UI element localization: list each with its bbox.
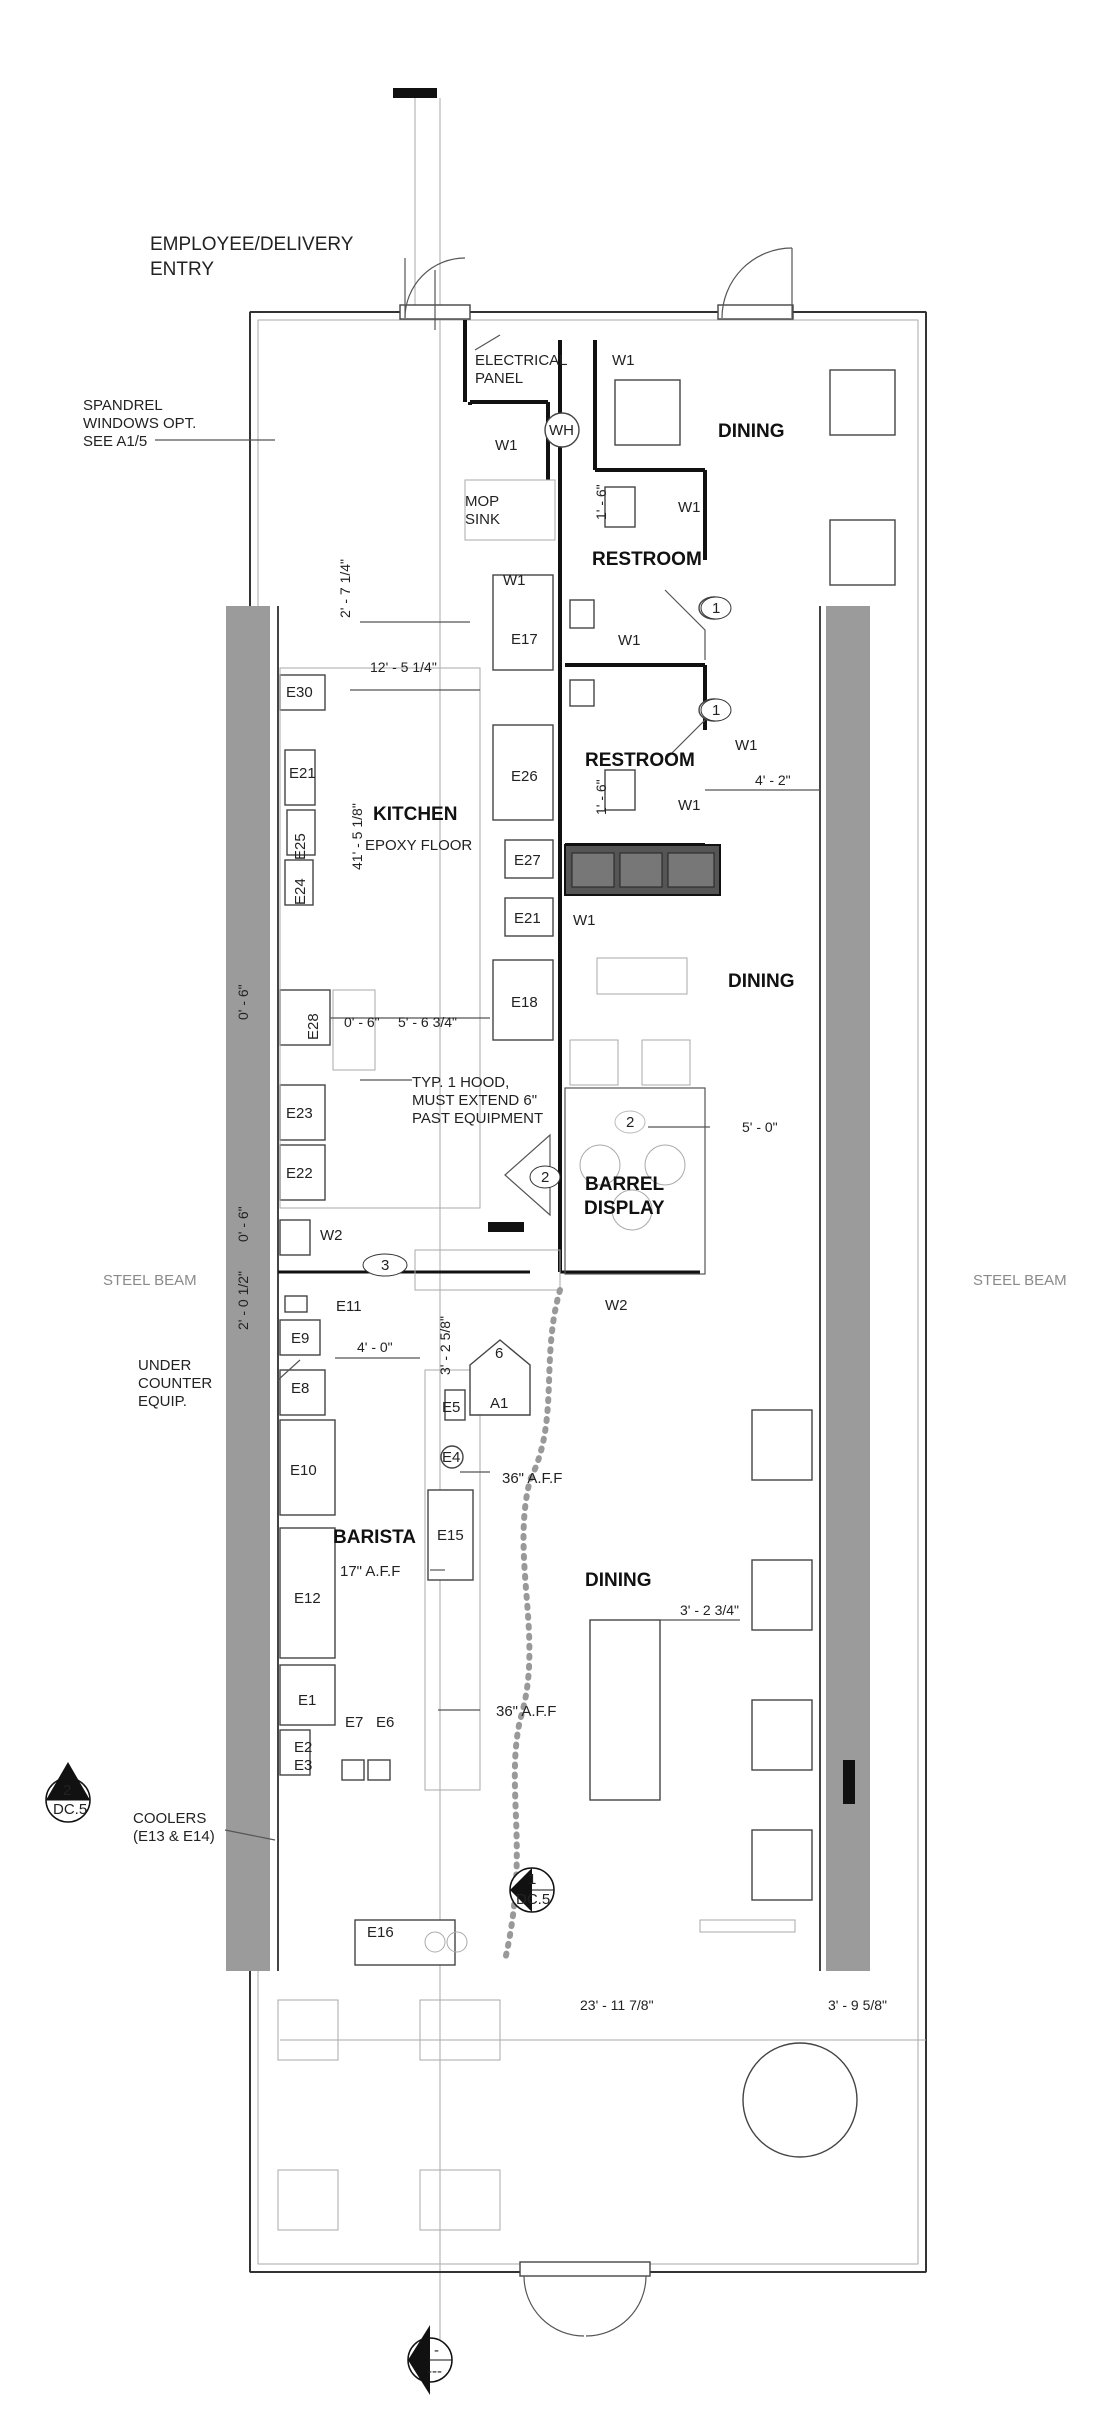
mop-sink-2: SINK bbox=[465, 511, 501, 528]
tag-w1-g: W1 bbox=[678, 797, 701, 814]
epoxy-floor-note: EPOXY FLOOR bbox=[365, 837, 473, 854]
front-entry-door-top bbox=[718, 248, 793, 319]
room-restroom-2: RESTROOM bbox=[585, 750, 695, 771]
spandrel-note-1: SPANDREL bbox=[83, 397, 163, 414]
tag-wh: WH bbox=[549, 422, 574, 439]
door-tag-2b: 2 bbox=[626, 1114, 635, 1131]
aff-36-note-b: 36" A.F.F bbox=[496, 1703, 557, 1720]
under-counter-1: UNDER bbox=[138, 1357, 192, 1374]
room-dining-top: DINING bbox=[718, 421, 785, 442]
tag-e15: E15 bbox=[437, 1527, 464, 1544]
dim-4-2: 4' - 2" bbox=[755, 772, 791, 788]
section-mid-num: 1 bbox=[528, 1871, 537, 1888]
entry-label-line2: ENTRY bbox=[150, 259, 215, 280]
under-counter-2: COUNTER bbox=[138, 1375, 213, 1392]
section-left-num: 2 bbox=[63, 1782, 72, 1799]
kitchen-equipment bbox=[280, 575, 553, 1255]
dim-0-6-c: 0' - 6" bbox=[344, 1014, 380, 1030]
tag-w1-d: W1 bbox=[503, 572, 526, 589]
dim-1-6-a: 1' - 6" bbox=[593, 484, 609, 520]
door-tag-1b: 1 bbox=[712, 702, 721, 719]
dim-5-0: 5' - 0" bbox=[742, 1119, 778, 1135]
tag-e23: E23 bbox=[286, 1105, 313, 1122]
tag-w2-b: W2 bbox=[605, 1297, 628, 1314]
door-tag-1a: 1 bbox=[712, 600, 721, 617]
dim-23-11: 23' - 11 7/8" bbox=[580, 1997, 654, 2013]
dim-0-6-a: 0' - 6" bbox=[235, 984, 251, 1020]
tag-e24: E24 bbox=[292, 878, 309, 905]
tag-e5: E5 bbox=[442, 1399, 461, 1416]
section-bottom-num: - bbox=[434, 2342, 439, 2359]
tag-e17: E17 bbox=[511, 631, 538, 648]
dim-4-0: 4' - 0" bbox=[357, 1339, 393, 1355]
dim-3-2-34: 3' - 2 3/4" bbox=[680, 1602, 740, 1618]
tag-e12: E12 bbox=[294, 1590, 321, 1607]
tag-e2: E2 bbox=[294, 1739, 313, 1756]
tag-e9: E9 bbox=[291, 1330, 310, 1347]
room-dining-mid: DINING bbox=[728, 971, 795, 992]
steel-beam-right-label: STEEL BEAM bbox=[973, 1272, 1067, 1289]
tag-e26: E26 bbox=[511, 768, 538, 785]
under-counter-3: EQUIP. bbox=[138, 1393, 187, 1410]
dim-2-7: 2' - 7 1/4" bbox=[337, 558, 353, 618]
tag-w1-c: W1 bbox=[678, 499, 701, 516]
tag-e6: E6 bbox=[376, 1714, 395, 1731]
tag-w1-h: W1 bbox=[573, 912, 596, 929]
entry-label-line1: EMPLOYEE/DELIVERY bbox=[150, 234, 354, 255]
tag-e28: E28 bbox=[305, 1013, 322, 1040]
tag-w2-a: W2 bbox=[320, 1227, 343, 1244]
tag-e25: E25 bbox=[292, 833, 309, 860]
tag-e16: E16 bbox=[367, 1924, 394, 1941]
room-kitchen: KITCHEN bbox=[373, 804, 458, 825]
tag-w1-e: W1 bbox=[618, 632, 641, 649]
banquette-seating bbox=[565, 845, 720, 895]
electrical-panel-1: ELECTRICAL bbox=[475, 352, 568, 369]
tag-e11: E11 bbox=[336, 1298, 362, 1315]
room-barrel-display-2: DISPLAY bbox=[584, 1198, 665, 1219]
section-left-ref: DC.5 bbox=[53, 1801, 88, 1818]
tag-a1: A1 bbox=[490, 1395, 509, 1412]
front-entry-door-bottom bbox=[520, 2262, 650, 2336]
tag-6: 6 bbox=[495, 1345, 504, 1362]
coolers-1: COOLERS bbox=[133, 1810, 207, 1827]
hood-note-3: PAST EQUIPMENT bbox=[412, 1110, 544, 1127]
tag-e21-a: E21 bbox=[289, 765, 316, 782]
tag-w1-f: W1 bbox=[735, 737, 758, 754]
tag-e1: E1 bbox=[298, 1692, 317, 1709]
barrel-display-enclosure bbox=[505, 1040, 705, 1274]
room-barista: BARISTA bbox=[333, 1527, 417, 1548]
employee-entry-door bbox=[400, 258, 470, 330]
tag-w1-a: W1 bbox=[612, 352, 635, 369]
section-bottom-ref: --- bbox=[427, 2363, 442, 2380]
column-mark bbox=[843, 1760, 855, 1804]
hood-note-2: MUST EXTEND 6" bbox=[412, 1092, 538, 1109]
top-marker bbox=[393, 88, 437, 98]
door-tag-2a: 2 bbox=[541, 1169, 550, 1186]
tag-e8: E8 bbox=[291, 1380, 310, 1397]
room-barrel-display-1: BARREL bbox=[585, 1174, 665, 1195]
hood-note-1: TYP. 1 HOOD, bbox=[412, 1074, 510, 1091]
tag-e4: E4 bbox=[442, 1449, 461, 1466]
dim-41-5: 41' - 5 1/8" bbox=[349, 803, 365, 870]
aff-36-note-a: 36" A.F.F bbox=[502, 1470, 563, 1487]
door-tag-3: 3 bbox=[381, 1257, 390, 1274]
tag-e22: E22 bbox=[286, 1165, 313, 1182]
tag-e18: E18 bbox=[511, 994, 538, 1011]
tag-e30: E30 bbox=[286, 684, 313, 701]
tag-e27: E27 bbox=[514, 852, 541, 869]
steel-beam-left-label: STEEL BEAM bbox=[103, 1272, 197, 1289]
dim-12-5: 12' - 5 1/4" bbox=[370, 659, 437, 675]
section-mid-ref: DC.5 bbox=[516, 1891, 551, 1908]
dim-2-0: 2' - 0 1/2" bbox=[235, 1270, 251, 1330]
room-dining-low: DINING bbox=[585, 1570, 652, 1591]
aff-17-note: 17" A.F.F bbox=[340, 1563, 401, 1580]
tag-e10: E10 bbox=[290, 1462, 317, 1479]
tag-e21-b: E21 bbox=[514, 910, 541, 927]
dim-3-2-58: 3' - 2 5/8" bbox=[437, 1315, 453, 1375]
tag-w1-b: W1 bbox=[495, 437, 518, 454]
dining-bench bbox=[597, 958, 687, 994]
dim-1-6-b: 1' - 6" bbox=[593, 779, 609, 815]
mop-sink-1: MOP bbox=[465, 493, 500, 510]
room-restroom-1: RESTROOM bbox=[592, 549, 702, 570]
tag-e3: E3 bbox=[294, 1757, 313, 1774]
electrical-panel-2: PANEL bbox=[475, 370, 524, 387]
coolers-2: (E13 & E14) bbox=[133, 1828, 215, 1845]
dim-0-6-b: 0' - 6" bbox=[235, 1206, 251, 1242]
spandrel-note-3: SEE A1/5 bbox=[83, 433, 148, 450]
dim-3-9: 3' - 9 5/8" bbox=[828, 1997, 888, 2013]
dim-5-6: 5' - 6 3/4" bbox=[398, 1014, 458, 1030]
spandrel-note-2: WINDOWS OPT. bbox=[83, 415, 197, 432]
section-marker-bottom bbox=[408, 2325, 452, 2395]
tag-e7: E7 bbox=[345, 1714, 364, 1731]
